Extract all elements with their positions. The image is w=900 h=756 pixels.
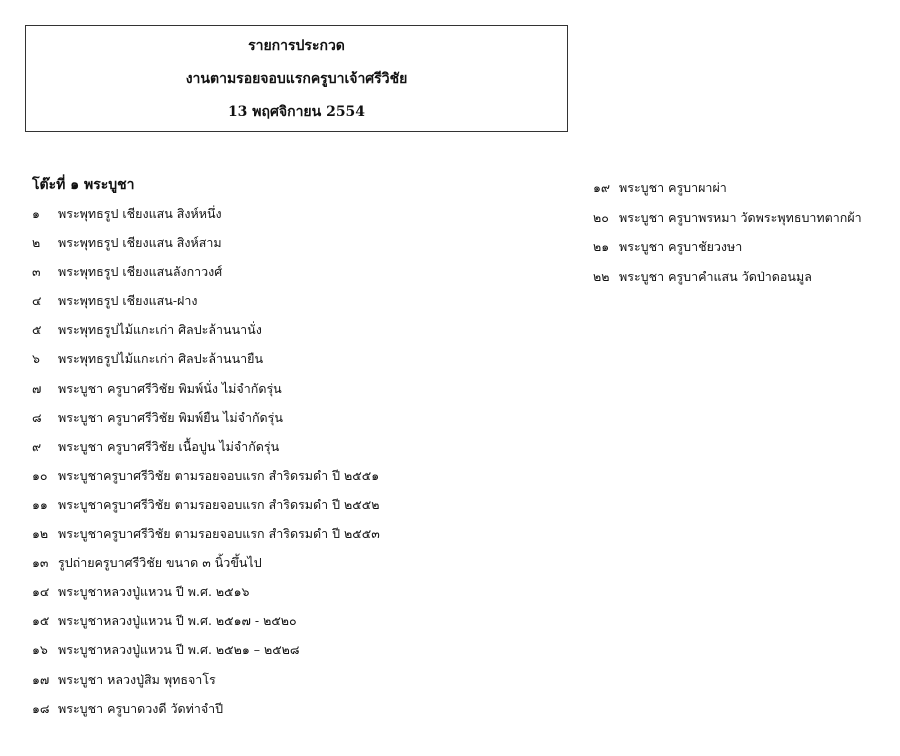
- item-number: ๗: [32, 380, 42, 396]
- item-text: พระบูชา ครูบาพรหมา วัดพระพุทธบาทตากผ้า: [619, 209, 862, 225]
- item-number: ๒๒: [593, 268, 610, 284]
- item-text: พระบูชาครูบาศรีวิชัย ตามรอยจอบแรก สำริดรมดำ ปี ๒๕๕๒: [58, 496, 380, 512]
- event-name: งานตามรอยจอบแรกครูบาเจ้าศรีวิชัย: [185, 71, 408, 87]
- item-number: ๑๔: [32, 584, 50, 600]
- list-item: [32, 699, 380, 728]
- item-text: พระบูชาครูบาศรีวิชัย ตามรอยจอบแรก สำริดรมดำ ปี ๒๕๕๓: [58, 526, 380, 542]
- item-number: ๑๘: [32, 700, 50, 716]
- list-item: [32, 466, 380, 495]
- list-item: [593, 267, 862, 297]
- item-text: พระพุทธรูปไม้แกะเก่า ศิลปะล้านนายืน: [58, 351, 264, 367]
- item-text: พระพุทธรูป เชียงแสนลังกาวงศ์: [58, 264, 223, 280]
- item-number: ๑๓: [32, 555, 49, 571]
- item-text: พระบูชาหลวงปู่แหวน ปี พ.ศ. ๒๕๒๑ – ๒๕๒๘: [58, 642, 300, 658]
- list-item: [32, 320, 380, 349]
- item-text: พระพุทธรูปไม้แกะเก่า ศิลปะล้านนานั่ง: [58, 322, 262, 338]
- item-number: ๑๒: [32, 526, 49, 542]
- list-item: [32, 611, 380, 640]
- item-text: พระพุทธรูป เชียงแสน สิงห์หนึ่ง: [58, 206, 222, 221]
- item-number: ๑๕: [32, 613, 50, 629]
- item-number: ๒: [32, 235, 41, 251]
- list-item: [32, 349, 380, 378]
- item-number: ๒๑: [593, 239, 610, 254]
- item-number: ๑๗: [32, 671, 50, 687]
- item-number: ๒๐: [593, 209, 609, 225]
- event-date: 13 พฤศจิกายน 2554: [227, 104, 366, 120]
- item-number: ๘: [32, 409, 42, 425]
- item-text: พระบูชา ครูบาผาผ่า: [619, 180, 727, 195]
- item-text: พระพุทธรูป เชียงแสน สิงห์สาม: [58, 235, 222, 251]
- list-item: [32, 582, 380, 611]
- item-text: พระบูชาหลวงปู่แหวน ปี พ.ศ. ๒๕๑๖: [58, 584, 250, 600]
- item-text: รูปถ่ายครูบาศรีวิชัย ขนาด ๓ นิ้วขึ้นไป: [58, 555, 262, 571]
- item-text: พระบูชา ครูบาชัยวงษา: [619, 239, 743, 254]
- contest-title: รายการประกวด: [248, 38, 345, 54]
- item-number: ๕: [32, 322, 42, 338]
- item-text: พระบูชา ครูบาศรีวิชัย พิมพ์นั่ง ไม่จำกัดรุ่น: [58, 380, 282, 396]
- list-item: [32, 670, 380, 699]
- list-item: [32, 204, 380, 233]
- item-text: พระบูชาหลวงปู่แหวน ปี พ.ศ. ๒๕๑๗ - ๒๕๒๐: [58, 613, 297, 629]
- list-item: [593, 237, 862, 267]
- list-item: [593, 178, 862, 208]
- list-item: [32, 291, 380, 320]
- item-number: ๑๑: [32, 496, 48, 512]
- item-number: ๑: [32, 206, 40, 221]
- list-item: [593, 208, 862, 238]
- item-text: พระบูชาครูบาศรีวิชัย ตามรอยจอบแรก สำริดรมดำ ปี ๒๕๕๑: [58, 467, 380, 483]
- item-text: พระบูชา ครูบาศรีวิชัย พิมพ์ยืน ไม่จำกัดรุ่น: [58, 409, 283, 425]
- item-text: พระบูชา ครูบาดวงดี วัดท่าจำปี: [58, 700, 224, 716]
- list-item: [32, 379, 380, 408]
- list-item: [32, 437, 380, 466]
- list-item: [32, 553, 380, 582]
- item-number: ๙: [32, 438, 42, 454]
- section-heading: โต๊ะที่ ๑ พระบูชา: [32, 177, 135, 193]
- item-number: ๑๖: [32, 642, 48, 658]
- item-number: ๑๙: [593, 180, 611, 195]
- item-number: ๖: [32, 351, 40, 367]
- list-item: [32, 640, 380, 669]
- item-list-left: [32, 204, 380, 728]
- item-list-right: [593, 178, 862, 296]
- item-text: พระบูชา ครูบาคำแสน วัดป่าดอนมูล: [619, 268, 812, 284]
- item-number: ๑๐: [32, 467, 48, 483]
- list-item: [32, 524, 380, 553]
- title-box: [25, 25, 568, 132]
- item-number: ๔: [32, 293, 42, 309]
- list-item: [32, 233, 380, 262]
- item-text: พระพุทธรูป เชียงแสน-ฝาง: [58, 293, 198, 309]
- item-number: ๓: [32, 264, 41, 280]
- item-text: พระบูชา ครูบาศรีวิชัย เนื้อปูน ไม่จำกัดรุ่น: [58, 438, 280, 454]
- list-item: [32, 262, 380, 291]
- item-text: พระบูชา หลวงปู่สิม พุทธจาโร: [58, 671, 216, 687]
- list-item: [32, 495, 380, 524]
- list-item: [32, 408, 380, 437]
